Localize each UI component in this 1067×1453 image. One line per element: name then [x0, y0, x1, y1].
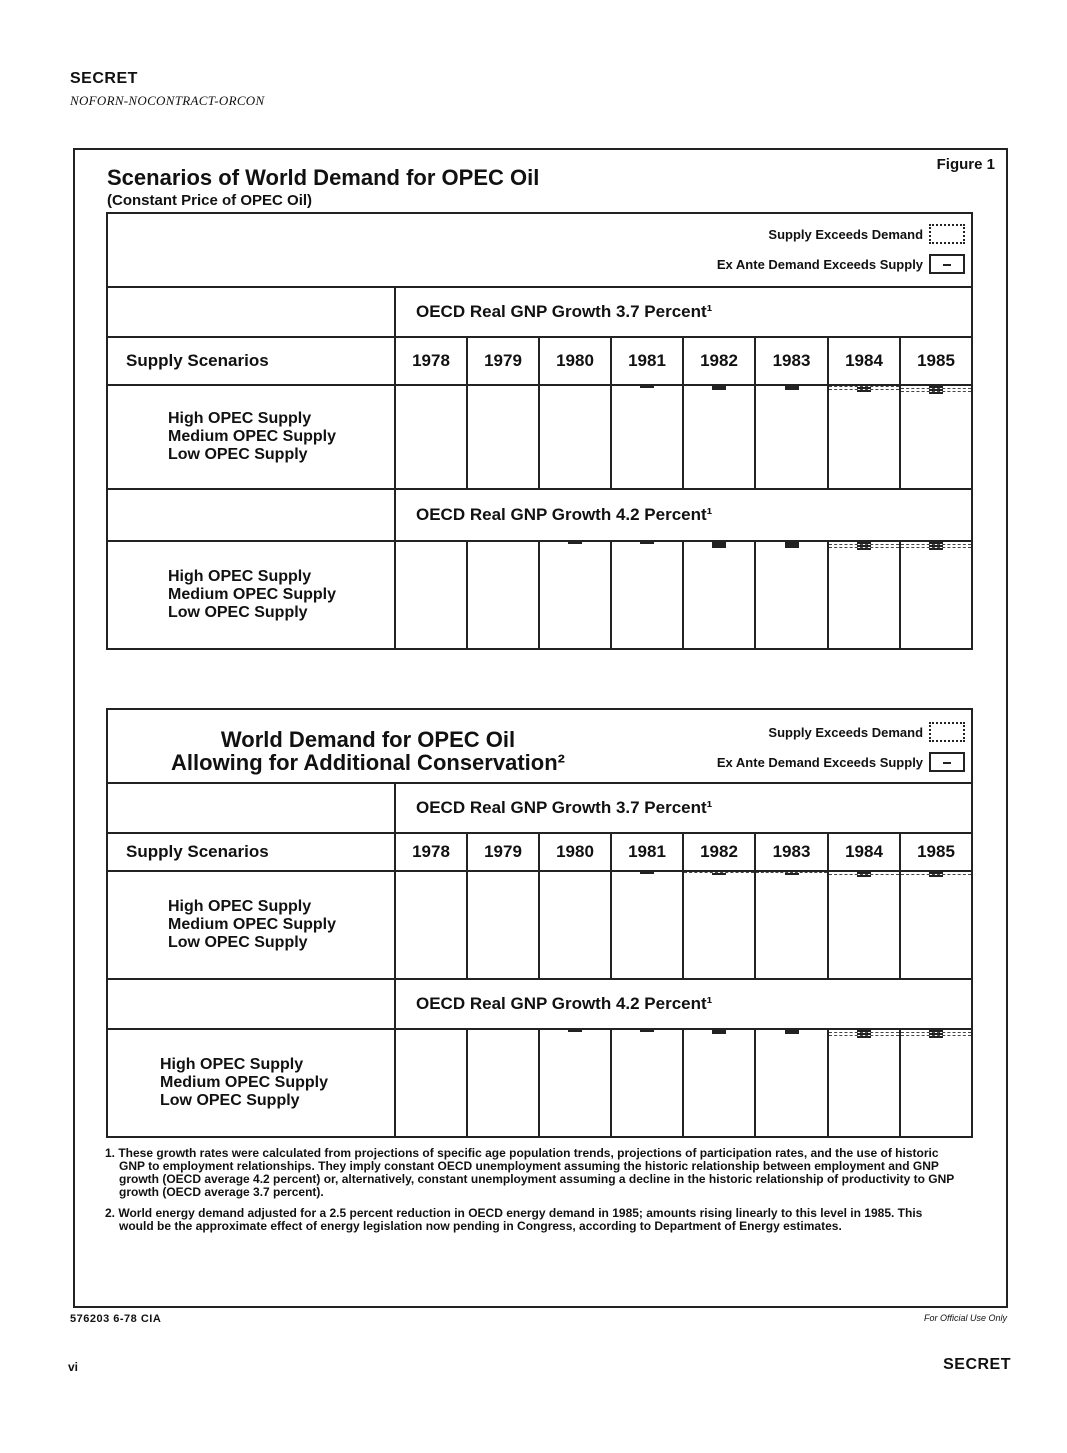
scenario-label: Low OPEC Supply [168, 446, 308, 463]
scenario-table-2 [106, 708, 973, 1138]
footnotes [105, 1147, 960, 1241]
demand-exceeds-mark [857, 390, 871, 392]
year-header: 1984 [828, 337, 900, 385]
demand-exceeds-mark [785, 546, 799, 548]
table2-title-line2: Allowing for Additional Conservation² [171, 750, 565, 775]
page-number: vi [68, 1360, 79, 1374]
year-header: 1980 [539, 833, 611, 871]
scenario-label: Medium OPEC Supply [168, 916, 337, 933]
year-header: 1985 [900, 337, 972, 385]
year-header: 1981 [611, 337, 683, 385]
legend-supply-exceeds: Supply Exceeds Demand [768, 724, 924, 740]
year-header: 1979 [467, 833, 539, 871]
supply-scenarios-header: Supply Scenarios [107, 337, 395, 385]
classification-header: SECRET [70, 70, 138, 87]
scenario-label: Medium OPEC Supply [168, 428, 337, 445]
document-code: 576203 6-78 CIA [70, 1313, 162, 1325]
year-header: 1979 [467, 337, 539, 385]
year-header: 1985 [900, 833, 972, 871]
year-header: 1978 [395, 833, 467, 871]
year-header: 1983 [755, 833, 828, 871]
scenario-label: Low OPEC Supply [168, 934, 308, 951]
demand-exceeds-mark [857, 548, 871, 550]
official-use-note: For Official Use Only [923, 1313, 1007, 1323]
control-markings: NOFORN-NOCONTRACT-ORCON [70, 93, 265, 108]
scenario-table-1 [106, 212, 973, 650]
demand-exceeds-mark [857, 875, 871, 877]
demand-exceeds-mark [929, 548, 943, 550]
demand-exceeds-mark [712, 388, 726, 390]
scenario-label: Low OPEC Supply [160, 1092, 300, 1109]
growth-header-3-7: OECD Real GNP Growth 3.7 Percent¹ [395, 287, 972, 337]
figure-title: Scenarios of World Demand for OPEC Oil [107, 165, 540, 190]
scenario-label: Medium OPEC Supply [168, 586, 337, 603]
figure-subtitle: (Constant Price of OPEC Oil) [107, 192, 313, 209]
demand-exceeds-mark [929, 875, 943, 877]
growth-header-3-7: OECD Real GNP Growth 3.7 Percent¹ [395, 783, 972, 833]
demand-exceeds-mark [712, 873, 726, 875]
classification-footer: SECRET [943, 1356, 1011, 1373]
demand-exceeds-swatch [929, 254, 965, 274]
supply-exceeds-swatch [929, 722, 965, 742]
demand-exceeds-mark [568, 1030, 582, 1032]
legend-demand-exceeds: Ex Ante Demand Exceeds Supply [716, 256, 924, 272]
year-header: 1983 [755, 337, 828, 385]
figure-label: Figure 1 [936, 156, 995, 173]
supply-scenarios-header: Supply Scenarios [107, 833, 395, 871]
table2-header [107, 709, 972, 783]
scenario-label: High OPEC Supply [168, 568, 312, 585]
scenario-label: Medium OPEC Supply [160, 1074, 329, 1091]
scenario-label: Low OPEC Supply [168, 604, 308, 621]
demand-exceeds-mark [712, 1032, 726, 1034]
growth-header-4-2: OECD Real GNP Growth 4.2 Percent¹ [395, 489, 972, 541]
year-header: 1982 [683, 337, 755, 385]
legend [107, 213, 972, 287]
demand-exceeds-mark [857, 1036, 871, 1038]
footnote-2: 2. World energy demand adjusted for a 2.5 percent reduction in OECD energy demand in 1985; amounts rising linearly to this level in 1985. This would be the approximate effect of energy legislation now pending in Congress, according to Department of Energy estimates. [105, 1206, 923, 1233]
year-header: 1984 [828, 833, 900, 871]
year-header: 1980 [539, 337, 611, 385]
growth-header-4-2: OECD Real GNP Growth 4.2 Percent¹ [395, 979, 972, 1029]
demand-exceeds-mark [929, 1036, 943, 1038]
demand-exceeds-mark [929, 392, 943, 394]
demand-exceeds-mark [785, 1032, 799, 1034]
demand-exceeds-mark [640, 542, 654, 544]
legend-supply-exceeds: Supply Exceeds Demand [768, 226, 924, 242]
demand-exceeds-mark [640, 872, 654, 874]
footnote-1: 1. These growth rates were calculated from projections of specific age population trends, projections of participation rates, and the use of historic GNP to employment relationships. They imply constant OECD unemployment assuming the historic relationship between employment and GNP growth (OECD average 4.2 percent) or, alternatively, constant unemployment assuming a decline in the historic relationship of productivity to GNP growth (OECD average 3.7 percent). [105, 1146, 955, 1199]
year-header: 1981 [611, 833, 683, 871]
legend-demand-exceeds: Ex Ante Demand Exceeds Supply [716, 754, 924, 770]
demand-exceeds-mark [712, 546, 726, 548]
demand-exceeds-mark [568, 542, 582, 544]
demand-exceeds-mark [785, 388, 799, 390]
demand-exceeds-mark [640, 1030, 654, 1032]
demand-exceeds-swatch [929, 752, 965, 772]
supply-exceeds-swatch [929, 224, 965, 244]
scenario-label: High OPEC Supply [168, 898, 312, 915]
scenario-label: High OPEC Supply [160, 1056, 304, 1073]
year-header: 1978 [395, 337, 467, 385]
year-header: 1982 [683, 833, 755, 871]
scenario-label: High OPEC Supply [168, 410, 312, 427]
demand-exceeds-mark [785, 873, 799, 875]
demand-exceeds-mark [640, 386, 654, 388]
table2-title-line1: World Demand for OPEC Oil [220, 727, 516, 752]
